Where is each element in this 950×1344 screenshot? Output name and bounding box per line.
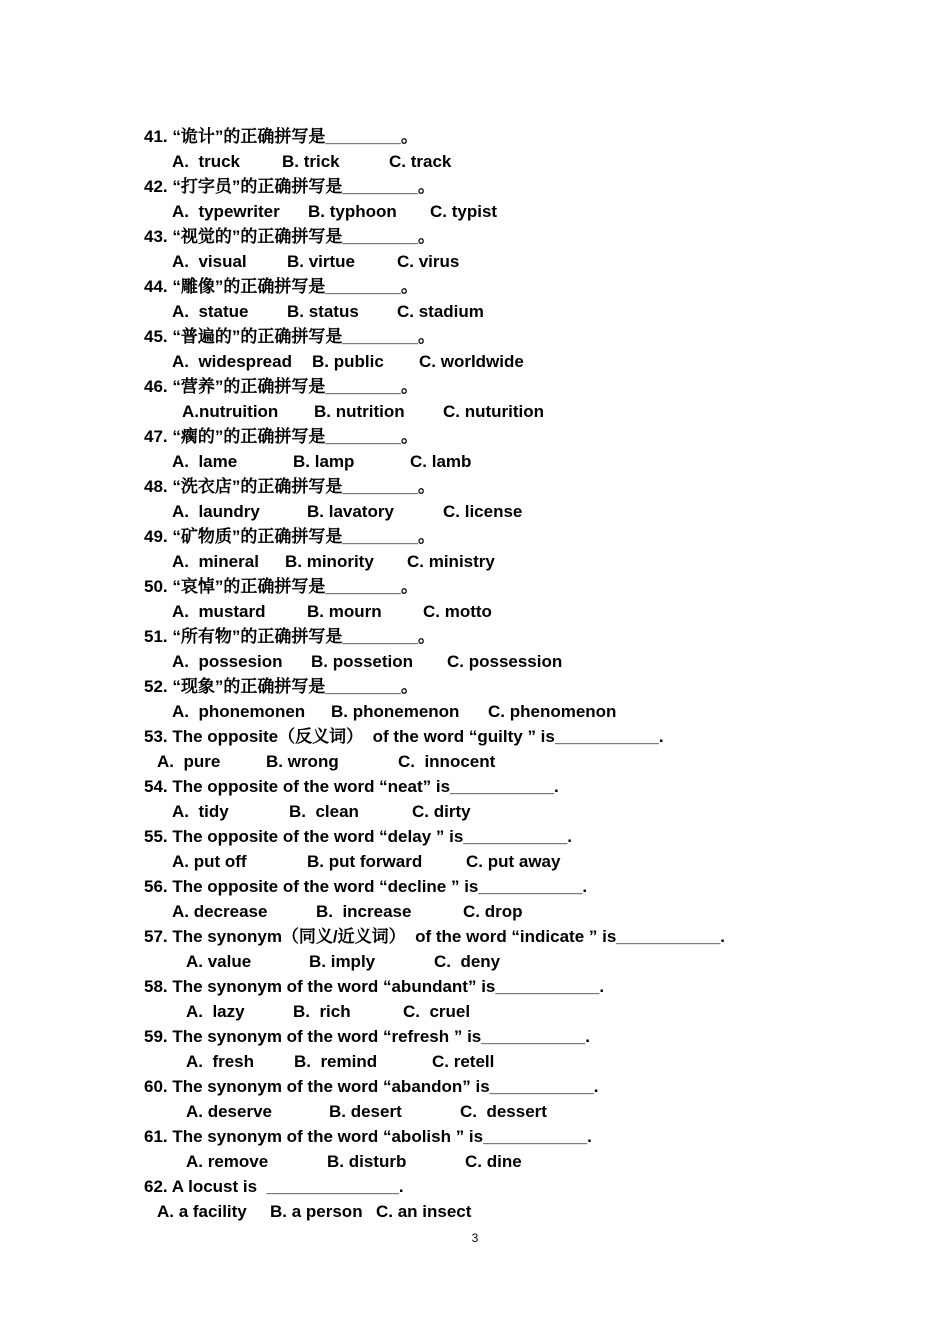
page-number: 3 <box>471 1231 479 1245</box>
option-b: B. rich <box>293 1002 351 1021</box>
option-a: A. truck <box>172 152 241 171</box>
option-a: A. remove <box>186 1152 269 1171</box>
option-c: C. dine <box>465 1152 522 1171</box>
option-b: B. wrong <box>266 752 339 771</box>
question-61: 61. The synonym of the word “abolish ” is___________. <box>144 1127 592 1146</box>
option-b: B. possetion <box>311 652 414 671</box>
option-b: B. disturb <box>327 1152 407 1171</box>
option-c: C. license <box>443 502 523 521</box>
option-c: C. dessert <box>460 1102 547 1121</box>
question-44: 44. “雕像”的正确拼写是________。 <box>144 277 418 296</box>
option-a: A. laundry <box>172 502 260 521</box>
option-b: B. lamp <box>293 452 355 471</box>
option-c: C. motto <box>423 602 492 621</box>
option-b: B. lavatory <box>307 502 394 521</box>
option-c: C. an insect <box>376 1202 472 1221</box>
question-49: 49. “矿物质”的正确拼写是________。 <box>144 527 435 546</box>
option-a: A. put off <box>172 852 247 871</box>
option-c: C. typist <box>430 202 498 221</box>
option-c: C. virus <box>397 252 460 271</box>
option-a: A. a facility <box>157 1202 247 1221</box>
option-c: C. put away <box>466 852 561 871</box>
option-c: C. retell <box>432 1052 495 1071</box>
option-b: B. a person <box>270 1202 363 1221</box>
option-b: B. put forward <box>307 852 423 871</box>
option-b: B. trick <box>282 152 340 171</box>
option-c: C. cruel <box>403 1002 471 1021</box>
option-b: B. minority <box>285 552 374 571</box>
option-a: A.nutruition <box>182 402 279 421</box>
option-a: A. mineral <box>172 552 259 571</box>
question-43: 43. “视觉的”的正确拼写是________。 <box>144 227 435 246</box>
question-62: 62. A locust is ______________. <box>144 1177 404 1196</box>
option-c: C. lamb <box>410 452 472 471</box>
question-52: 52. “现象”的正确拼写是________。 <box>144 677 418 696</box>
option-b: B. remind <box>294 1052 378 1071</box>
option-a: A. fresh <box>186 1052 255 1071</box>
question-59: 59. The synonym of the word “refresh ” is___________. <box>144 1027 590 1046</box>
option-c: C. phenomenon <box>488 702 617 721</box>
question-55: 55. The opposite of the word “delay ” is___________. <box>144 827 572 846</box>
question-60: 60. The synonym of the word “abandon” is___________. <box>144 1077 599 1096</box>
option-b: B. nutrition <box>314 402 405 421</box>
option-b: B. desert <box>329 1102 402 1121</box>
option-c: C. stadium <box>397 302 484 321</box>
question-51: 51. “所有物”的正确拼写是________。 <box>144 627 435 646</box>
question-46: 46. “营养”的正确拼写是________。 <box>144 377 418 396</box>
question-41: 41. “诡计”的正确拼写是________。 <box>144 127 418 146</box>
option-a: A. tidy <box>172 802 229 821</box>
question-48: 48. “洗衣店”的正确拼写是________。 <box>144 477 435 496</box>
option-b: B. increase <box>316 902 412 921</box>
option-a: A. visual <box>172 252 247 271</box>
option-b: B. clean <box>289 802 359 821</box>
option-c: C. dirty <box>412 802 471 821</box>
option-b: B. public <box>312 352 384 371</box>
option-a: A. pure <box>157 752 221 771</box>
option-b: B. imply <box>309 952 376 971</box>
option-c: C. deny <box>434 952 501 971</box>
question-57: 57. The synonym（同义/近义词） of the word “indicate ” is___________. <box>144 927 726 946</box>
option-a: A. phonemonen <box>172 702 306 721</box>
option-a: A. deserve <box>186 1102 272 1121</box>
option-a: A. widespread <box>172 352 292 371</box>
question-50: 50. “哀悼”的正确拼写是________。 <box>144 577 418 596</box>
option-a: A. decrease <box>172 902 268 921</box>
option-a: A. lame <box>172 452 238 471</box>
option-a: A. value <box>186 952 252 971</box>
question-45: 45. “普遍的”的正确拼写是________。 <box>144 327 435 346</box>
question-53: 53. The opposite（反义词） of the word “guilty ” is___________. <box>144 727 664 746</box>
option-b: B. typhoon <box>308 202 397 221</box>
question-47: 47. “瘸的”的正确拼写是________。 <box>144 427 418 446</box>
option-a: A. typewriter <box>172 202 280 221</box>
question-56: 56. The opposite of the word “decline ” is___________. <box>144 877 588 896</box>
option-a: A. statue <box>172 302 249 321</box>
question-58: 58. The synonym of the word “abundant” is___________. <box>144 977 605 996</box>
option-c: C. track <box>389 152 452 171</box>
option-c: C. innocent <box>398 752 496 771</box>
option-a: A. possesion <box>172 652 283 671</box>
option-b: B. virtue <box>287 252 356 271</box>
option-a: A. lazy <box>186 1002 245 1021</box>
option-b: B. phonemenon <box>331 702 460 721</box>
question-54: 54. The opposite of the word “neat” is___________. <box>144 777 559 796</box>
question-42: 42. “打字员”的正确拼写是________。 <box>144 177 435 196</box>
options-62 <box>0 1202 472 1302</box>
option-c: C. nuturition <box>443 402 545 421</box>
option-c: C. possession <box>447 652 563 671</box>
option-b: B. status <box>287 302 359 321</box>
option-c: C. drop <box>463 902 523 921</box>
option-a: A. mustard <box>172 602 266 621</box>
option-b: B. mourn <box>307 602 382 621</box>
option-c: C. worldwide <box>419 352 524 371</box>
option-c: C. ministry <box>407 552 495 571</box>
